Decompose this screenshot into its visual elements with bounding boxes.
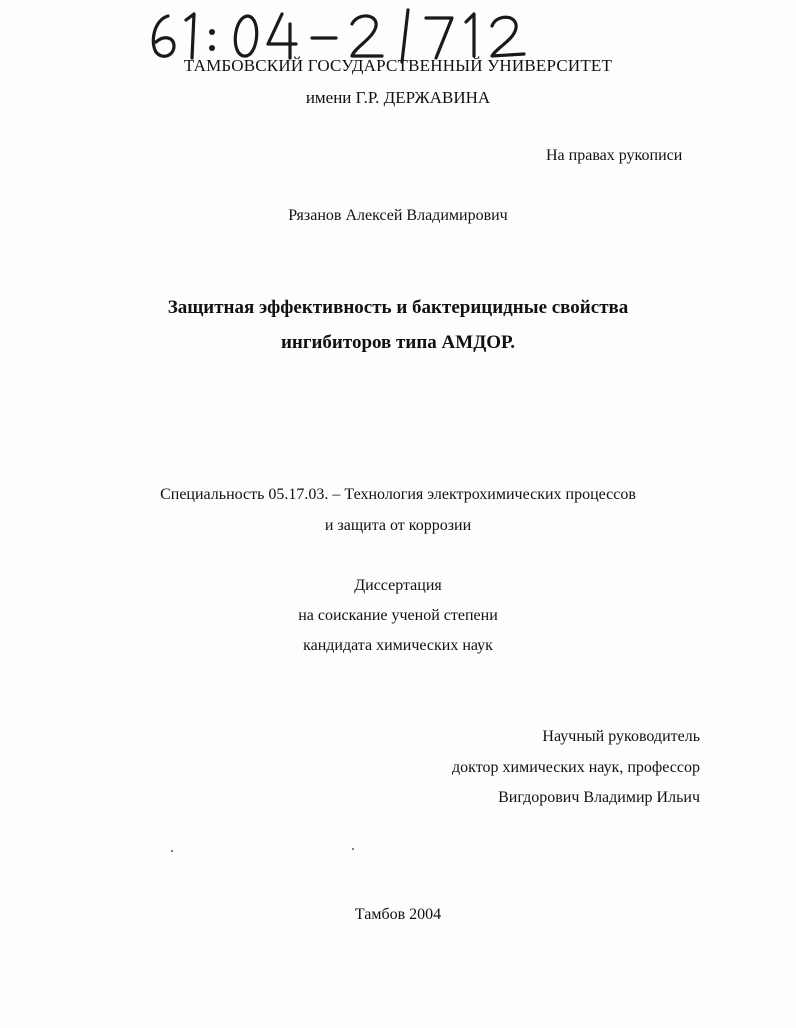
specialty-line-1: Специальность 05.17.03. – Технология электрохимических процессов xyxy=(160,486,636,503)
supervisor-name: Вигдорович Владимир Ильич xyxy=(498,789,700,806)
thesis-title-line-1: Защитная эффективность и бактерицидные свойства xyxy=(167,297,629,318)
specialty-line-2: и защита от коррозии xyxy=(324,517,472,534)
university-name: ТАМБОВСКИЙ ГОСУДАРСТВЕННЫЙ УНИВЕРСИТЕТ xyxy=(183,56,613,75)
dissertation-label: Диссертация xyxy=(354,577,442,594)
scan-speck xyxy=(171,850,173,852)
city-year: Тамбов 2004 xyxy=(354,906,442,923)
manuscript-rights-note: На правах рукописи xyxy=(546,147,683,164)
dissertation-degree: кандидата химических наук xyxy=(303,637,493,654)
supervisor-role: Научный руководитель xyxy=(542,728,700,745)
scan-speck xyxy=(352,848,354,850)
supervisor-degree: доктор химических наук, профессор xyxy=(452,759,700,776)
author-name: Рязанов Алексей Владимирович xyxy=(288,207,508,224)
thesis-title-line-2: ингибиторов типа АМДОР. xyxy=(280,332,516,353)
university-named-after: имени Г.Р. ДЕРЖАВИНА xyxy=(305,88,491,107)
dissertation-purpose: на соискание ученой степени xyxy=(298,607,498,624)
